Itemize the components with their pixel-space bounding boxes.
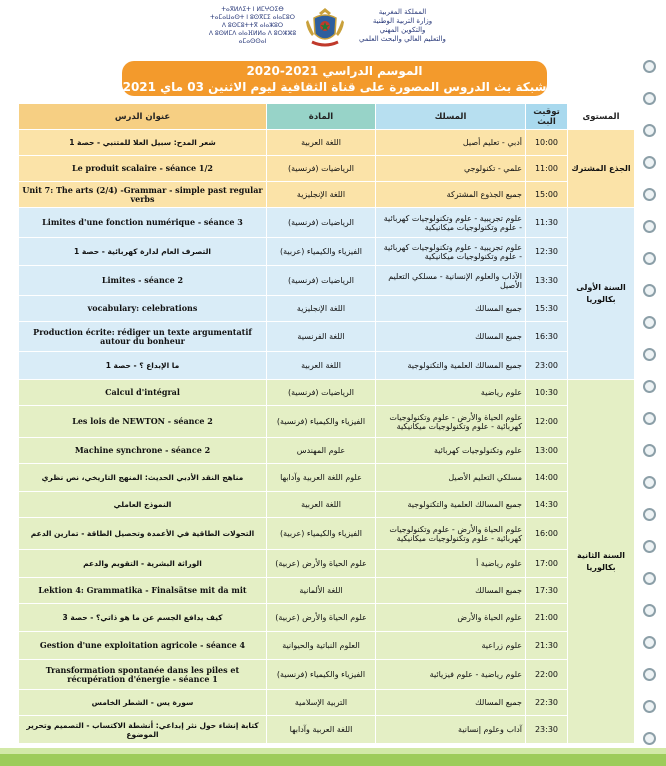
table-row	[19, 182, 635, 208]
ring-hole-icon	[643, 732, 656, 745]
table-row	[19, 380, 635, 406]
ring-hole-icon	[643, 380, 656, 393]
table-row	[19, 406, 635, 438]
filiere-cell: الآداب والعلوم الإنسانية - مسلكي التعليم الأصيل	[376, 266, 526, 296]
broadcast-time-cell: 21:00	[526, 604, 568, 632]
filiere-cell: جميع الجذوع المشتركة	[376, 182, 526, 208]
ring-hole-icon	[643, 348, 656, 361]
lesson-title-cell: شعر المدح: سبيل العلا للمتنبي - حصة 1	[19, 130, 267, 156]
broadcast-time-cell: 11:30	[526, 208, 568, 238]
ring-hole-icon	[643, 220, 656, 233]
table-row	[19, 130, 635, 156]
subject-cell: الرياضيات (فرنسية)	[267, 380, 376, 406]
ring-hole-icon	[643, 156, 656, 169]
subject-cell: اللغة الفرنسية	[267, 322, 376, 352]
filiere-cell: علوم رياضية	[376, 380, 526, 406]
lesson-title-cell: Gestion d'une exploitation agricole - séance 4	[19, 632, 267, 660]
level-cell: السنة الأولى بكالوريا	[568, 208, 635, 380]
filiere-cell: جميع المسالك العلمية والتكنولوجية	[376, 492, 526, 518]
ring-hole-icon	[643, 60, 656, 73]
lesson-title-cell: Limites - séance 2	[19, 266, 267, 296]
level-cell: السنة الثانية بكالوريا	[568, 380, 635, 744]
broadcast-time-cell: 14:00	[526, 464, 568, 492]
broadcast-time-cell: 12:00	[526, 406, 568, 438]
lesson-title-cell: Lektion 4: Grammatika - Finalsätse mit da mit	[19, 578, 267, 604]
broadcast-schedule-title: شبكة بث الدروس المصورة على قناة الثقافية ليوم الاثنين 03 ماي 2021	[122, 80, 547, 94]
table-row	[19, 604, 635, 632]
broadcast-time-cell: 16:00	[526, 518, 568, 550]
broadcast-time-cell: 16:30	[526, 322, 568, 352]
lesson-title-cell: Machine synchrone - séance 2	[19, 438, 267, 464]
filiere-cell: مسلكي التعليم الأصيل	[376, 464, 526, 492]
broadcast-time-cell: 12:30	[526, 238, 568, 266]
filiere-cell: جميع المسالك	[376, 322, 526, 352]
lesson-title-cell: Calcul d'intégral	[19, 380, 267, 406]
ring-hole-icon	[643, 124, 656, 137]
arabic-logo-line-3: والتكوين المهني	[379, 26, 426, 34]
table-row	[19, 632, 635, 660]
filiere-cell: جميع المسالك العلمية والتكنولوجية	[376, 352, 526, 380]
subject-cell: الرياضيات (فرنسية)	[267, 266, 376, 296]
column-header-filiere: المسلك	[376, 104, 526, 130]
subject-cell: علوم المهندس	[267, 438, 376, 464]
filiere-cell: علوم الحياة والأرض	[376, 604, 526, 632]
lesson-title-cell: Transformation spontanée dans les piles et récupération d'énergie - séance 1	[19, 660, 267, 690]
ring-hole-icon	[643, 444, 656, 457]
arabic-logo-line-2: وزارة التربية الوطنية	[372, 17, 433, 25]
broadcast-time-cell: 22:30	[526, 690, 568, 716]
filiere-cell: آداب وعلوم إنسانية	[376, 716, 526, 744]
filiere-cell: جميع المسالك	[376, 690, 526, 716]
tifinagh-line-1: ⵜⴰⴳⵍⴷⵉⵜ ⵏ ⵍⵎⵖⵔⵉⴱ	[221, 6, 284, 13]
lesson-title-cell: النموذج العاملي	[19, 492, 267, 518]
ministry-tifinagh-logo	[200, 6, 305, 46]
ring-hole-icon	[643, 636, 656, 649]
column-header-level: المستوى	[568, 104, 635, 130]
table-row	[19, 518, 635, 550]
ring-hole-icon	[643, 412, 656, 425]
table-header-row	[19, 104, 635, 130]
filiere-cell: علوم رياضية أ	[376, 550, 526, 578]
broadcast-time-cell: 15:00	[526, 182, 568, 208]
filiere-cell: جميع المسالك	[376, 296, 526, 322]
lesson-title-cell: Production écrite: rédiger un texte argumentatif autour du bonheur	[19, 322, 267, 352]
ministry-arabic-logo	[350, 8, 455, 44]
filiere-cell: علوم الحياة والأرض - علوم وتكنولوجيات كهربائية - علوم وتكنولوجيات ميكانيكية	[376, 406, 526, 438]
filiere-cell: أدبي - تعليم أصيل	[376, 130, 526, 156]
broadcast-schedule-table	[18, 103, 635, 744]
lesson-title-cell: كتابة إنشاء حول نثر إبداعي: أنشطة الاكتساب - التصميم وتحرير الموضوع	[19, 716, 267, 744]
table-row	[19, 464, 635, 492]
table-row	[19, 438, 635, 464]
broadcast-time-cell: 23:30	[526, 716, 568, 744]
broadcast-time-cell: 11:00	[526, 156, 568, 182]
broadcast-time-cell: 15:30	[526, 296, 568, 322]
subject-cell: اللغة الألمانية	[267, 578, 376, 604]
lesson-title-cell: ما الإبداع ؟ - حصة 1	[19, 352, 267, 380]
broadcast-time-cell: 21:30	[526, 632, 568, 660]
broadcast-time-cell: 13:30	[526, 266, 568, 296]
subject-cell: الرياضيات (فرنسية)	[267, 156, 376, 182]
notebook-rings	[643, 60, 657, 760]
schedule-title-banner	[122, 61, 547, 96]
arabic-logo-line-1: المملكة المغربية	[378, 8, 427, 16]
filiere-cell: جميع المسالك	[376, 578, 526, 604]
tifinagh-line-4: ⴷ ⵓⵙⵍⵎⴷ ⴰⵏⴰⴼⵍⵍⴰ ⴷ ⵓⵔⵣⵣⵓ ⴰⵎⴰⵙⵙⴰⵏ	[208, 30, 297, 45]
subject-cell: علوم الحياة والأرض (عربية)	[267, 550, 376, 578]
table-row	[19, 208, 635, 238]
arabic-logo-line-4: والتعليم العالي والبحث العلمي	[359, 35, 446, 43]
lesson-title-cell: مناهج النقد الأدبي الحديث: المنهج التاريخي، نص نظري	[19, 464, 267, 492]
table-row	[19, 238, 635, 266]
tifinagh-line-2: ⵜⴰⵎⴰⵡⴰⵙⵜ ⵏ ⵓⵙⴳⵎⵉ ⴰⵏⴰⵎⵓⵔ	[209, 14, 295, 21]
table-row	[19, 322, 635, 352]
filiere-cell: علوم تجريبية - علوم وتكنولوجيات كهربائية - علوم وتكنولوجيات ميكانيكية	[376, 208, 526, 238]
lesson-title-cell: التصرف العام لدارة كهربائية - حصة 1	[19, 238, 267, 266]
subject-cell: الفيزياء والكيمياء (فرنسية)	[267, 660, 376, 690]
lesson-title-cell: كيف يدافع الجسم عن ما هو ذاتي؟ - حصة 3	[19, 604, 267, 632]
broadcast-time-cell: 10:30	[526, 380, 568, 406]
lesson-title-cell: سورة يس - الشطر الخامس	[19, 690, 267, 716]
header	[0, 0, 666, 58]
lesson-title-cell: الوراثة البشرية - التقويم والدعم	[19, 550, 267, 578]
table-row	[19, 352, 635, 380]
subject-cell: الفيزياء والكيمياء (عربية)	[267, 238, 376, 266]
lesson-title-cell: Unit 7: The arts (2/4) -Grammar - simple past regular verbs	[19, 182, 267, 208]
ring-hole-icon	[643, 700, 656, 713]
table-row	[19, 492, 635, 518]
filiere-cell: علمي - تكنولوجي	[376, 156, 526, 182]
filiere-cell: علوم تجريبية - علوم وتكنولوجيات كهربائية - علوم وتكنولوجيات ميكانيكية	[376, 238, 526, 266]
table-row	[19, 660, 635, 690]
broadcast-time-cell: 13:00	[526, 438, 568, 464]
subject-cell: العلوم النباتية والحيوانية	[267, 632, 376, 660]
column-header-subject: المادة	[267, 104, 376, 130]
morocco-coat-of-arms-icon	[304, 4, 346, 50]
subject-cell: اللغة الإنجليزية	[267, 182, 376, 208]
subject-cell: التربية الإسلامية	[267, 690, 376, 716]
broadcast-time-cell: 22:00	[526, 660, 568, 690]
tifinagh-line-3: ⴷ ⵓⵙⵎⵓⵜⵜⴳ ⴰⵏⴰⵣⵓⵔ	[221, 22, 284, 29]
broadcast-time-cell: 23:00	[526, 352, 568, 380]
ring-hole-icon	[643, 668, 656, 681]
ring-hole-icon	[643, 604, 656, 617]
table-row	[19, 578, 635, 604]
lesson-title-cell: Le produit scalaire - séance 1/2	[19, 156, 267, 182]
table-row	[19, 266, 635, 296]
subject-cell: الفيزياء والكيمياء (فرنسية)	[267, 406, 376, 438]
ring-hole-icon	[643, 508, 656, 521]
table-row	[19, 550, 635, 578]
ring-hole-icon	[643, 476, 656, 489]
bottom-decor-bar	[0, 748, 666, 766]
subject-cell: اللغة العربية	[267, 352, 376, 380]
ring-hole-icon	[643, 284, 656, 297]
table-row	[19, 716, 635, 744]
broadcast-time-cell: 14:30	[526, 492, 568, 518]
broadcast-time-cell: 17:00	[526, 550, 568, 578]
filiere-cell: علوم رياضية - علوم فيزيائية	[376, 660, 526, 690]
broadcast-time-cell: 17:30	[526, 578, 568, 604]
filiere-cell: علوم زراعية	[376, 632, 526, 660]
subject-cell: اللغة العربية وآدابها	[267, 716, 376, 744]
ring-hole-icon	[643, 92, 656, 105]
ring-hole-icon	[643, 188, 656, 201]
filiere-cell: علوم وتكنولوجيات كهربائية	[376, 438, 526, 464]
table-row	[19, 690, 635, 716]
ring-hole-icon	[643, 572, 656, 585]
column-header-lesson: عنوان الدرس	[19, 104, 267, 130]
subject-cell: اللغة الإنجليزية	[267, 296, 376, 322]
lesson-title-cell: التحولات الطاقية في الأعمدة وتحصيل الطاقة - تمارين الدعم	[19, 518, 267, 550]
subject-cell: الرياضيات (فرنسية)	[267, 208, 376, 238]
lesson-title-cell: Les lois de NEWTON - séance 2	[19, 406, 267, 438]
subject-cell: اللغة العربية	[267, 130, 376, 156]
school-year-title: الموسم الدراسي 2021-2020	[246, 64, 423, 78]
subject-cell: علوم الحياة والأرض (عربية)	[267, 604, 376, 632]
level-cell: الجذع المشترك	[568, 130, 635, 208]
table-row	[19, 156, 635, 182]
column-header-time: توقيت البث	[526, 104, 568, 130]
ring-hole-icon	[643, 316, 656, 329]
filiere-cell: علوم الحياة والأرض - علوم وتكنولوجيات كهربائية - علوم وتكنولوجيات ميكانيكية	[376, 518, 526, 550]
ring-hole-icon	[643, 252, 656, 265]
lesson-title-cell: vocabulary: celebrations	[19, 296, 267, 322]
ring-hole-icon	[643, 540, 656, 553]
table-row	[19, 296, 635, 322]
subject-cell: علوم اللغة العربية وآدابها	[267, 464, 376, 492]
lesson-title-cell: Limites d'une fonction numérique - séance 3	[19, 208, 267, 238]
broadcast-time-cell: 10:00	[526, 130, 568, 156]
subject-cell: اللغة العربية	[267, 492, 376, 518]
subject-cell: الفيزياء والكيمياء (عربية)	[267, 518, 376, 550]
